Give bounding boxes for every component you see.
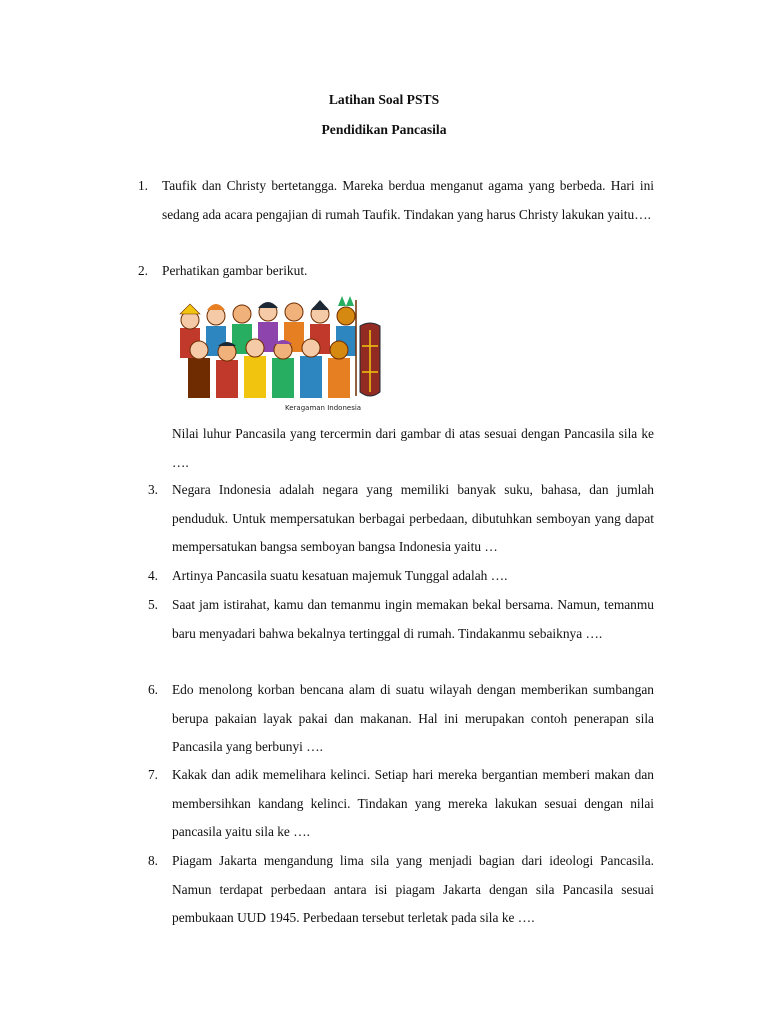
shield-icon [360, 323, 380, 396]
page-title: Latihan Soal PSTS [328, 92, 440, 107]
question-text-6: Edo menolong korban bencana alam di suatu wilayah dengan memberikan sumbangan berupa pakaian layak pakai dan makanan. Hal ini merupakan contoh penerapan sila Pancasila yang berbunyi …. [172, 682, 654, 754]
question-text-8: Piagam Jakarta mengandung lima sila yang menjadi bagian dari ideologi Pancasila. Namun terdapat perbedaan antara isi piagam Jakarta dengan sila Pancasila sesuai pembukaan UUD 1945. Perbedaan tersebut terletak pada sila ke …. [172, 853, 654, 925]
question-number-8: 8. [147, 853, 158, 868]
question-number-1: 1. [137, 178, 148, 193]
question-text-2: Perhatikan gambar berikut. [162, 263, 308, 278]
question-number-4: 4. [147, 568, 158, 583]
question-text-4: Artinya Pancasila suatu kesatuan majemuk Tunggal adalah …. [172, 568, 508, 583]
figure-caption: Keragaman Indonesia [285, 404, 362, 412]
question-number-7: 7. [147, 767, 158, 782]
question-number-5: 5. [147, 597, 158, 612]
question-text-2-continued: Nilai luhur Pancasila yang tercermin dari gambar di atas sesuai dengan Pancasila sila ke …. [172, 426, 654, 470]
question-number-3: 3. [147, 482, 158, 497]
diversity-illustration [174, 296, 386, 414]
page-subtitle: Pendidikan Pancasila [321, 122, 447, 137]
diversity-illustration-svg [174, 296, 386, 414]
question-text-3: Negara Indonesia adalah negara yang memiliki banyak suku, bahasa, dan jumlah penduduk. Untuk mempersatukan berbagai perbedaan, dibutuhkan semboyan yang dapat mempersatukan bangsa semboyan bangsa Indonesia yaitu … [172, 482, 654, 554]
question-number-2: 2. [137, 263, 148, 278]
question-number-6: 6. [147, 682, 158, 697]
question-text-1: Taufik dan Christy bertetangga. Mareka berdua menganut agama yang berbeda. Hari ini sedang ada acara pengajian di rumah Taufik. Tindakan yang harus Christy lakukan yaitu…. [162, 178, 654, 222]
question-text-5: Saat jam istirahat, kamu dan temanmu ingin memakan bekal bersama. Namun, temanmu baru menyadari bahwa bekalnya tertinggal di rumah. Tindakanmu sebaiknya …. [172, 597, 654, 641]
question-text-7: Kakak dan adik memelihara kelinci. Setiap hari mereka bergantian memberi makan dan membersihkan kandang kelinci. Tindakan yang mereka lakukan sesuai dengan nilai pancasila yaitu sila ke …. [172, 767, 654, 839]
